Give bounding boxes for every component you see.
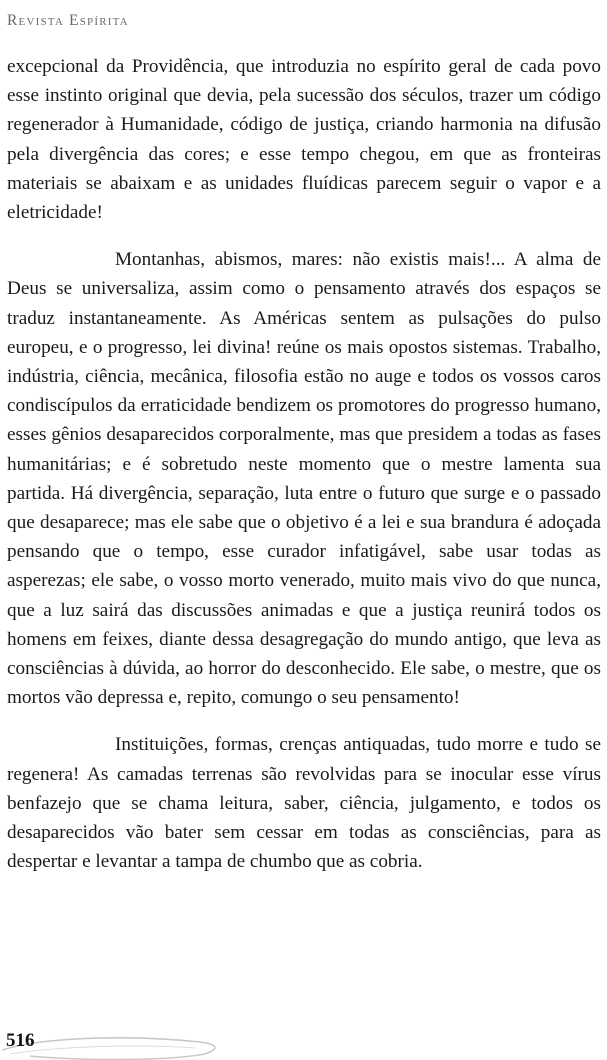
paragraph-1: excepcional da Providência, que introduzia no espírito geral de cada povo esse instinto original que devia, pela sucessão dos séculos, trazer um código regenerador à Humanidade, código de justiça, criando harmonia na difusão pela divergência das cores; e esse tempo chegou, em que as fronteiras materiais se abaixam e as unidades fluídicas parecem seguir o vapor e a eletricidade! [7, 56, 601, 224]
page-number: 516 [6, 1030, 35, 1051]
page-ornament-swoosh [0, 1024, 230, 1060]
paragraph-2: Montanhas, abismos, mares: não existis mais!... A alma de Deus se universaliza, assim como o pensamento através dos espaços se traduz instantaneamente. As Américas sentem as pulsações do pulso europeu, e o progresso, lei divina! reúne os mais opostos sistemas. Trabalho, indústria, ciência, mecânica, filosofia estão no auge e todos os vossos caros condiscípulos da erraticidade bendizem os promotores do progresso humano, esses gênios desaparecidos corporalmente, mas que presidem a todas as fases humanitárias; e é sobretudo neste momento que o mestre lamenta sua partida. Há divergência, separação, luta entre o futuro que surge e o passado que desaparece; mas ele sabe que o objetivo é a lei e sua brandura é adoçada pensando que o tempo, esse curador infatigável, sabe usar todas as asperezas; ele sabe, o vosso morto venerado, muito mais vivo do que nunca, que a luz sairá das discussões animadas e que a justiça reunirá todos os homens em feixes, diante dessa desagregação do mundo antigo, que leva as consciências à dúvida, ao horror do desconhecido. Ele sabe, o mestre, que os mortos vão depressa e, repito, comungo o seu pensamento! [7, 249, 601, 709]
page-body [7, 52, 601, 894]
running-header: Revista Espírita [7, 12, 129, 29]
paragraph-3: Instituições, formas, crenças antiquadas, tudo morre e tudo se regenera! As camadas terrenas são revolvidas para se inocular esse vírus benfazejo que se chama leitura, saber, ciência, julgamento, e todos os desaparecidos vão bater sem cessar em todas as consciências, para as despertar e levantar a tampa de chumbo que as cobria. [7, 734, 601, 873]
